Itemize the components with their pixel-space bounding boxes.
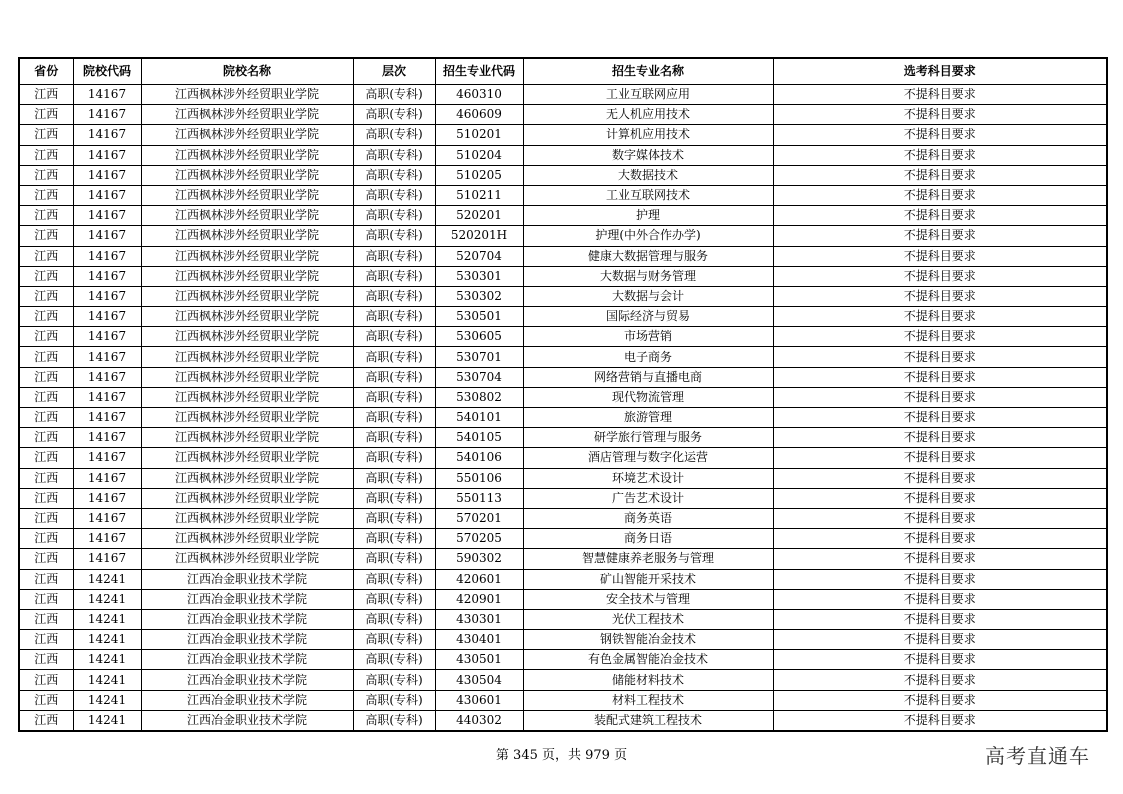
school-code-cell: 14167 [73,145,141,165]
major-code-cell: 550113 [435,488,523,508]
major-name-cell: 智慧健康养老服务与管理 [523,549,773,569]
level-cell: 高职(专科) [353,327,435,347]
school-name-cell: 江西冶金职业技术学院 [141,670,353,690]
school-code-cell: 14167 [73,226,141,246]
major-code-cell: 540105 [435,428,523,448]
major-name-cell: 光伏工程技术 [523,609,773,629]
level-cell: 高职(专科) [353,307,435,327]
major-code-cell: 530501 [435,307,523,327]
admissions-table-container [18,57,1106,732]
school-name-cell: 江西枫林涉外经贸职业学院 [141,367,353,387]
column-header-school-code: 院校代码 [73,58,141,85]
school-name-cell: 江西枫林涉外经贸职业学院 [141,145,353,165]
level-cell: 高职(专科) [353,508,435,528]
table-row [19,145,1107,165]
major-name-cell: 现代物流管理 [523,387,773,407]
major-code-cell: 520704 [435,246,523,266]
province-cell: 江西 [19,105,73,125]
school-code-cell: 14167 [73,367,141,387]
level-cell: 高职(专科) [353,125,435,145]
table-row [19,165,1107,185]
table-row [19,125,1107,145]
school-code-cell: 14167 [73,246,141,266]
province-cell: 江西 [19,387,73,407]
school-code-cell: 14167 [73,347,141,367]
subject-requirement-cell: 不提科目要求 [773,85,1107,105]
table-row [19,670,1107,690]
table-row [19,569,1107,589]
table-row [19,327,1107,347]
level-cell: 高职(专科) [353,408,435,428]
school-name-cell: 江西枫林涉外经贸职业学院 [141,266,353,286]
major-code-cell: 530605 [435,327,523,347]
major-name-cell: 数字媒体技术 [523,145,773,165]
school-name-cell: 江西枫林涉外经贸职业学院 [141,125,353,145]
major-code-cell: 530701 [435,347,523,367]
school-code-cell: 14241 [73,670,141,690]
school-code-cell: 14241 [73,569,141,589]
major-name-cell: 广告艺术设计 [523,488,773,508]
subject-requirement-cell: 不提科目要求 [773,710,1107,731]
level-cell: 高职(专科) [353,85,435,105]
subject-requirement-cell: 不提科目要求 [773,165,1107,185]
major-code-cell: 420901 [435,589,523,609]
level-cell: 高职(专科) [353,609,435,629]
level-cell: 高职(专科) [353,145,435,165]
table-row [19,549,1107,569]
major-code-cell: 520201 [435,206,523,226]
major-code-cell: 590302 [435,549,523,569]
province-cell: 江西 [19,428,73,448]
table-row [19,690,1107,710]
table-row [19,529,1107,549]
major-name-cell: 电子商务 [523,347,773,367]
school-name-cell: 江西冶金职业技术学院 [141,589,353,609]
school-name-cell: 江西枫林涉外经贸职业学院 [141,165,353,185]
subject-requirement-cell: 不提科目要求 [773,650,1107,670]
table-row [19,428,1107,448]
province-cell: 江西 [19,408,73,428]
major-code-cell: 520201H [435,226,523,246]
major-name-cell: 大数据与会计 [523,286,773,306]
school-code-cell: 14167 [73,448,141,468]
school-code-cell: 14241 [73,589,141,609]
province-cell: 江西 [19,710,73,731]
major-name-cell: 装配式建筑工程技术 [523,710,773,731]
school-code-cell: 14167 [73,508,141,528]
table-row [19,468,1107,488]
table-row [19,206,1107,226]
school-name-cell: 江西冶金职业技术学院 [141,630,353,650]
subject-requirement-cell: 不提科目要求 [773,125,1107,145]
level-cell: 高职(专科) [353,387,435,407]
school-code-cell: 14167 [73,327,141,347]
school-name-cell: 江西枫林涉外经贸职业学院 [141,105,353,125]
major-name-cell: 环境艺术设计 [523,468,773,488]
subject-requirement-cell: 不提科目要求 [773,246,1107,266]
level-cell: 高职(专科) [353,286,435,306]
subject-requirement-cell: 不提科目要求 [773,226,1107,246]
column-header-major-name: 招生专业名称 [523,58,773,85]
level-cell: 高职(专科) [353,367,435,387]
table-row [19,508,1107,528]
table-row [19,387,1107,407]
level-cell: 高职(专科) [353,185,435,205]
column-header-level: 层次 [353,58,435,85]
province-cell: 江西 [19,448,73,468]
school-code-cell: 14167 [73,387,141,407]
level-cell: 高职(专科) [353,650,435,670]
major-name-cell: 工业互联网技术 [523,185,773,205]
subject-requirement-cell: 不提科目要求 [773,286,1107,306]
major-code-cell: 430401 [435,630,523,650]
school-name-cell: 江西枫林涉外经贸职业学院 [141,85,353,105]
subject-requirement-cell: 不提科目要求 [773,589,1107,609]
major-name-cell: 有色金属智能冶金技术 [523,650,773,670]
major-name-cell: 旅游管理 [523,408,773,428]
major-name-cell: 商务英语 [523,508,773,528]
table-row [19,609,1107,629]
subject-requirement-cell: 不提科目要求 [773,185,1107,205]
school-code-cell: 14167 [73,125,141,145]
school-name-cell: 江西冶金职业技术学院 [141,609,353,629]
major-name-cell: 大数据技术 [523,165,773,185]
major-name-cell: 国际经济与贸易 [523,307,773,327]
major-name-cell: 计算机应用技术 [523,125,773,145]
column-header-subject-requirement: 选考科目要求 [773,58,1107,85]
major-code-cell: 430504 [435,670,523,690]
table-row [19,307,1107,327]
major-name-cell: 酒店管理与数字化运营 [523,448,773,468]
school-name-cell: 江西枫林涉外经贸职业学院 [141,206,353,226]
school-code-cell: 14167 [73,529,141,549]
province-cell: 江西 [19,226,73,246]
school-name-cell: 江西枫林涉外经贸职业学院 [141,246,353,266]
school-code-cell: 14167 [73,185,141,205]
school-code-cell: 14241 [73,609,141,629]
subject-requirement-cell: 不提科目要求 [773,609,1107,629]
major-name-cell: 大数据与财务管理 [523,266,773,286]
level-cell: 高职(专科) [353,428,435,448]
major-code-cell: 430601 [435,690,523,710]
school-code-cell: 14167 [73,85,141,105]
major-name-cell: 钢铁智能冶金技术 [523,630,773,650]
major-code-cell: 570201 [435,508,523,528]
major-code-cell: 510211 [435,185,523,205]
major-code-cell: 550106 [435,468,523,488]
province-cell: 江西 [19,347,73,367]
major-name-cell: 工业互联网应用 [523,85,773,105]
school-code-cell: 14167 [73,206,141,226]
school-code-cell: 14167 [73,266,141,286]
province-cell: 江西 [19,307,73,327]
province-cell: 江西 [19,145,73,165]
province-cell: 江西 [19,609,73,629]
major-name-cell: 研学旅行管理与服务 [523,428,773,448]
level-cell: 高职(专科) [353,347,435,367]
table-row [19,347,1107,367]
subject-requirement-cell: 不提科目要求 [773,468,1107,488]
province-cell: 江西 [19,650,73,670]
major-name-cell: 护理 [523,206,773,226]
major-code-cell: 440302 [435,710,523,731]
school-code-cell: 14167 [73,549,141,569]
school-name-cell: 江西枫林涉外经贸职业学院 [141,307,353,327]
major-code-cell: 570205 [435,529,523,549]
major-code-cell: 510204 [435,145,523,165]
subject-requirement-cell: 不提科目要求 [773,488,1107,508]
subject-requirement-cell: 不提科目要求 [773,347,1107,367]
school-name-cell: 江西枫林涉外经贸职业学院 [141,286,353,306]
table-row [19,246,1107,266]
school-name-cell: 江西枫林涉外经贸职业学院 [141,448,353,468]
province-cell: 江西 [19,549,73,569]
school-code-cell: 14167 [73,408,141,428]
subject-requirement-cell: 不提科目要求 [773,206,1107,226]
level-cell: 高职(专科) [353,105,435,125]
level-cell: 高职(专科) [353,488,435,508]
table-row [19,185,1107,205]
major-code-cell: 510201 [435,125,523,145]
school-name-cell: 江西枫林涉外经贸职业学院 [141,428,353,448]
subject-requirement-cell: 不提科目要求 [773,307,1107,327]
subject-requirement-cell: 不提科目要求 [773,529,1107,549]
province-cell: 江西 [19,508,73,528]
table-row [19,630,1107,650]
level-cell: 高职(专科) [353,206,435,226]
major-code-cell: 460310 [435,85,523,105]
province-cell: 江西 [19,327,73,347]
major-name-cell: 护理(中外合作办学) [523,226,773,246]
table-row [19,448,1107,468]
province-cell: 江西 [19,529,73,549]
school-code-cell: 14241 [73,650,141,670]
table-row [19,226,1107,246]
table-row [19,266,1107,286]
table-row [19,488,1107,508]
subject-requirement-cell: 不提科目要求 [773,630,1107,650]
province-cell: 江西 [19,488,73,508]
subject-requirement-cell: 不提科目要求 [773,690,1107,710]
major-code-cell: 460609 [435,105,523,125]
major-name-cell: 健康大数据管理与服务 [523,246,773,266]
province-cell: 江西 [19,690,73,710]
province-cell: 江西 [19,125,73,145]
subject-requirement-cell: 不提科目要求 [773,549,1107,569]
school-code-cell: 14167 [73,165,141,185]
province-cell: 江西 [19,286,73,306]
major-code-cell: 530301 [435,266,523,286]
major-name-cell: 安全技术与管理 [523,589,773,609]
subject-requirement-cell: 不提科目要求 [773,367,1107,387]
major-name-cell: 矿山智能开采技术 [523,569,773,589]
level-cell: 高职(专科) [353,630,435,650]
major-code-cell: 540106 [435,448,523,468]
school-name-cell: 江西冶金职业技术学院 [141,690,353,710]
school-name-cell: 江西枫林涉外经贸职业学院 [141,549,353,569]
major-name-cell: 储能材料技术 [523,670,773,690]
level-cell: 高职(专科) [353,468,435,488]
subject-requirement-cell: 不提科目要求 [773,448,1107,468]
subject-requirement-cell: 不提科目要求 [773,266,1107,286]
major-name-cell: 材料工程技术 [523,690,773,710]
province-cell: 江西 [19,569,73,589]
subject-requirement-cell: 不提科目要求 [773,387,1107,407]
level-cell: 高职(专科) [353,529,435,549]
province-cell: 江西 [19,206,73,226]
page-number: 第 345 页，共 979 页 [495,748,628,763]
province-cell: 江西 [19,670,73,690]
school-code-cell: 14241 [73,710,141,731]
table-body [19,85,1107,732]
school-name-cell: 江西枫林涉外经贸职业学院 [141,327,353,347]
major-code-cell: 530704 [435,367,523,387]
level-cell: 高职(专科) [353,549,435,569]
province-cell: 江西 [19,85,73,105]
level-cell: 高职(专科) [353,589,435,609]
school-name-cell: 江西枫林涉外经贸职业学院 [141,468,353,488]
school-name-cell: 江西枫林涉外经贸职业学院 [141,508,353,528]
table-row [19,367,1107,387]
major-code-cell: 510205 [435,165,523,185]
province-cell: 江西 [19,589,73,609]
level-cell: 高职(专科) [353,670,435,690]
level-cell: 高职(专科) [353,266,435,286]
subject-requirement-cell: 不提科目要求 [773,145,1107,165]
subject-requirement-cell: 不提科目要求 [773,508,1107,528]
table-row [19,710,1107,731]
level-cell: 高职(专科) [353,448,435,468]
province-cell: 江西 [19,367,73,387]
level-cell: 高职(专科) [353,710,435,731]
province-cell: 江西 [19,468,73,488]
table-header-row [19,58,1107,85]
school-name-cell: 江西枫林涉外经贸职业学院 [141,387,353,407]
subject-requirement-cell: 不提科目要求 [773,428,1107,448]
major-code-cell: 530302 [435,286,523,306]
level-cell: 高职(专科) [353,226,435,246]
school-name-cell: 江西枫林涉外经贸职业学院 [141,408,353,428]
province-cell: 江西 [19,266,73,286]
school-name-cell: 江西枫林涉外经贸职业学院 [141,347,353,367]
table-row [19,408,1107,428]
school-name-cell: 江西枫林涉外经贸职业学院 [141,226,353,246]
school-code-cell: 14167 [73,105,141,125]
major-name-cell: 商务日语 [523,529,773,549]
major-code-cell: 540101 [435,408,523,428]
major-code-cell: 530802 [435,387,523,407]
table-row [19,286,1107,306]
major-code-cell: 420601 [435,569,523,589]
province-cell: 江西 [19,630,73,650]
major-name-cell: 市场营销 [523,327,773,347]
table-row [19,105,1107,125]
column-header-school-name: 院校名称 [141,58,353,85]
school-code-cell: 14241 [73,630,141,650]
major-name-cell: 无人机应用技术 [523,105,773,125]
school-name-cell: 江西冶金职业技术学院 [141,710,353,731]
level-cell: 高职(专科) [353,165,435,185]
major-code-cell: 430501 [435,650,523,670]
school-code-cell: 14167 [73,286,141,306]
major-code-cell: 430301 [435,609,523,629]
school-code-cell: 14241 [73,690,141,710]
level-cell: 高职(专科) [353,246,435,266]
level-cell: 高职(专科) [353,690,435,710]
school-name-cell: 江西枫林涉外经贸职业学院 [141,488,353,508]
level-cell: 高职(专科) [353,569,435,589]
school-code-cell: 14167 [73,468,141,488]
column-header-major-code: 招生专业代码 [435,58,523,85]
table-row [19,85,1107,105]
school-name-cell: 江西冶金职业技术学院 [141,650,353,670]
subject-requirement-cell: 不提科目要求 [773,408,1107,428]
watermark-logo-text: 高考直通车 [985,744,1090,768]
school-name-cell: 江西枫林涉外经贸职业学院 [141,529,353,549]
column-header-province: 省份 [19,58,73,85]
table-row [19,589,1107,609]
major-name-cell: 网络营销与直播电商 [523,367,773,387]
school-name-cell: 江西冶金职业技术学院 [141,569,353,589]
table-row [19,650,1107,670]
subject-requirement-cell: 不提科目要求 [773,327,1107,347]
school-code-cell: 14167 [73,488,141,508]
school-code-cell: 14167 [73,428,141,448]
province-cell: 江西 [19,185,73,205]
subject-requirement-cell: 不提科目要求 [773,670,1107,690]
province-cell: 江西 [19,165,73,185]
school-name-cell: 江西枫林涉外经贸职业学院 [141,185,353,205]
admissions-table [18,57,1108,732]
province-cell: 江西 [19,246,73,266]
subject-requirement-cell: 不提科目要求 [773,105,1107,125]
school-code-cell: 14167 [73,307,141,327]
subject-requirement-cell: 不提科目要求 [773,569,1107,589]
